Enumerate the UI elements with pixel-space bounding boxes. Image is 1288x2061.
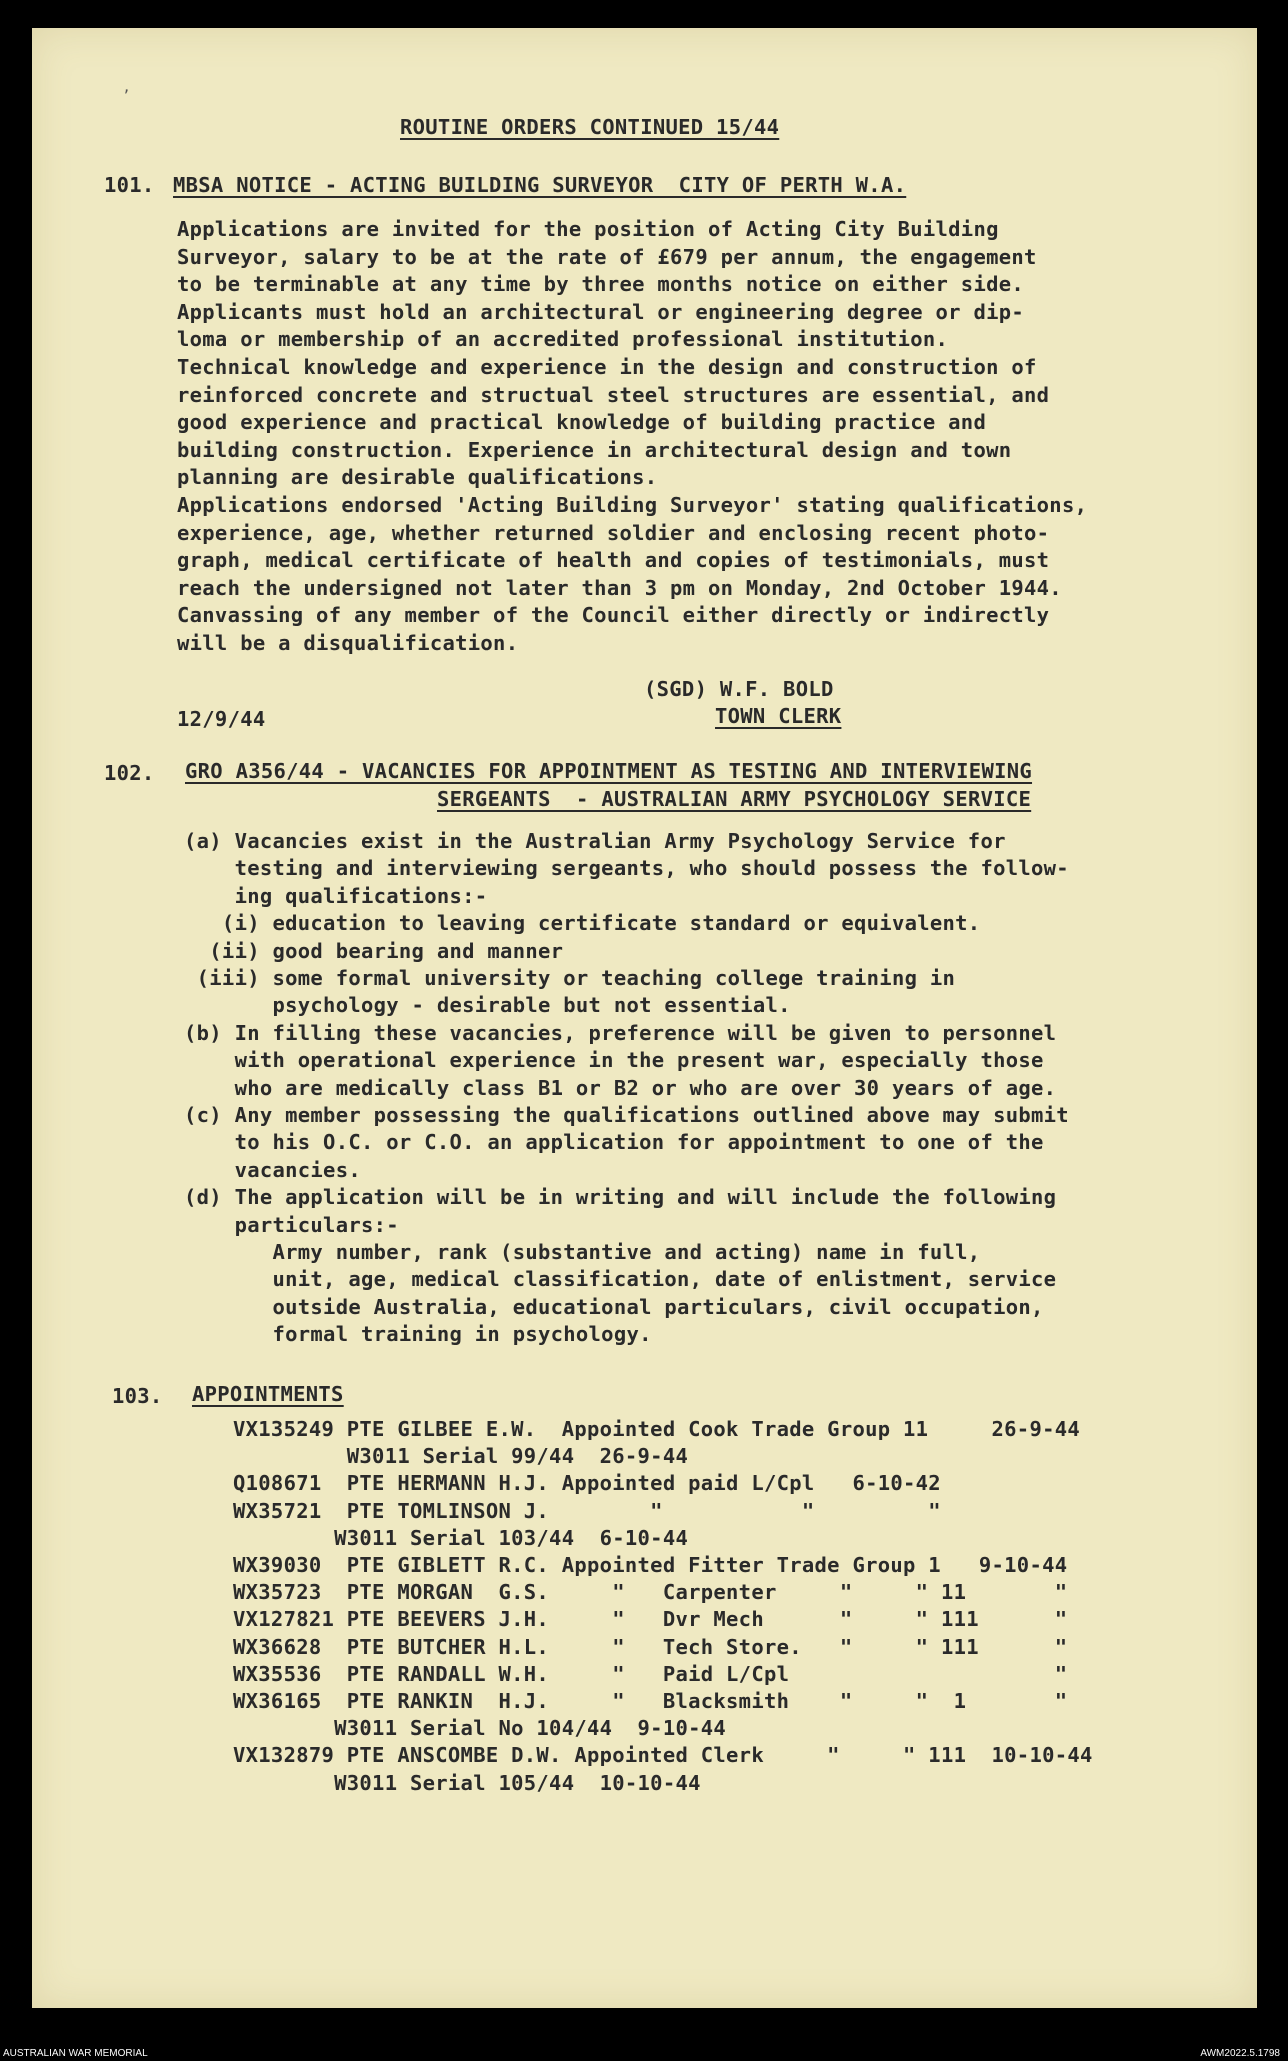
item-102-heading-line1: GRO A356/44 - VACANCIES FOR APPOINTMENT AS TESTING AND INTERVIEWING — [185, 759, 1033, 783]
text-line: Applicants must hold an architectural or engineering degree or dip- — [177, 299, 1025, 324]
text-line: VX127821 PTE BEEVERS J.H. " Dvr Mech " " 111 " — [233, 1607, 1068, 1632]
text-line: experience, age, whether returned soldier and enclosing recent photo- — [177, 520, 1050, 545]
text-line: psychology - desirable but not essential. — [184, 993, 791, 1018]
paper-mark: ʼ — [122, 88, 131, 104]
text-line: vacancies. — [184, 1157, 361, 1182]
footer-source: AUSTRALIAN WAR MEMORIAL — [3, 2048, 148, 2059]
text-line: WX35723 PTE MORGAN G.S. " Carpenter " " 11 " — [233, 1580, 1068, 1605]
item-101-signer-title: TOWN CLERK — [715, 704, 842, 728]
text-line: building construction. Experience in architectural design and town — [177, 437, 1012, 462]
text-line: particulars:- — [184, 1212, 399, 1237]
text-line: graph, medical certificate of health and copies of testimonials, must — [177, 548, 1050, 573]
text-line: W3011 Serial 105/44 10-10-44 — [233, 1770, 701, 1795]
text-line: who are medically class B1 or B2 or who are over 30 years of age. — [184, 1075, 1057, 1100]
item-102-heading-line2: SERGEANTS - AUSTRALIAN ARMY PSYCHOLOGY SERVICE — [437, 787, 1032, 811]
item-101-date: 12/9/44 — [177, 707, 266, 731]
document-page — [32, 28, 1257, 2008]
text-line: W3011 Serial 99/44 26-9-44 — [233, 1444, 689, 1469]
text-line: reinforced concrete and structual steel structures are essential, and — [177, 382, 1050, 407]
text-line: (a) Vacancies exist in the Australian Army Psychology Service for — [184, 829, 1006, 853]
text-line: (b) In filling these vacancies, preference will be given to personnel — [184, 1020, 1057, 1045]
text-line: ing qualifications:- — [184, 883, 488, 908]
text-line: WX36165 PTE RANKIN H.J. " Blacksmith " " 1 " — [233, 1689, 1068, 1713]
text-line: will be a disqualification. — [177, 631, 519, 655]
item-101-signature: (SGD) W.F. BOLD — [644, 677, 834, 701]
text-line: Technical knowledge and experience in the design and construction of — [177, 355, 1037, 379]
item-101-heading: MBSA NOTICE - ACTING BUILDING SURVEYOR CITY OF PERTH W.A. — [173, 173, 907, 197]
text-line: to be terminable at any time by three months notice on either side. — [177, 272, 1025, 297]
text-line: formal training in psychology. — [184, 1322, 652, 1347]
text-line: WX36628 PTE BUTCHER H.L. " Tech Store. " " 111 " — [233, 1634, 1068, 1659]
text-line: unit, age, medical classification, date of enlistment, service — [184, 1267, 1057, 1292]
text-line: (c) Any member possessing the qualifications outlined above may submit — [184, 1103, 1069, 1127]
text-line: Army number, rank (substantive and acting) name in full, — [184, 1240, 981, 1264]
text-line: WX39030 PTE GIBLETT R.C. Appointed Fitter Trade Group 1 9-10-44 — [233, 1553, 1068, 1577]
text-line: outside Australia, educational particulars, civil occupation, — [184, 1294, 1044, 1319]
text-line: testing and interviewing sergeants, who should possess the follow- — [184, 856, 1069, 881]
text-line: VX132879 PTE ANSCOMBE D.W. Appointed Clerk " " 111 10-10-44 — [233, 1743, 1093, 1768]
text-line: (iii) some formal university or teaching college training in — [184, 966, 956, 990]
item-102-number: 102. — [104, 761, 155, 785]
text-line: W3011 Serial 103/44 6-10-44 — [233, 1525, 689, 1550]
footer-accession: AWM2022.5.1798 — [1200, 2048, 1280, 2059]
item-101-number: 101. — [104, 173, 155, 197]
text-line: (ii) good bearing and manner — [184, 938, 564, 963]
text-line: to his O.C. or C.O. an application for appointment to one of the — [184, 1130, 1044, 1155]
item-103-heading: APPOINTMENTS — [192, 1382, 344, 1406]
text-line: good experience and practical knowledge of building practice and — [177, 410, 987, 435]
text-line: planning are desirable qualifications. — [177, 465, 658, 490]
text-line: with operational experience in the present war, especially those — [184, 1048, 1044, 1073]
text-line: (d) The application will be in writing and will include the following — [184, 1185, 1057, 1210]
text-line: Surveyor, salary to be at the rate of £679 per annum, the engagement — [177, 244, 1037, 269]
item-103-number: 103. — [112, 1384, 163, 1408]
text-line: loma or membership of an accredited professional institution. — [177, 327, 949, 352]
text-line: WX35536 PTE RANDALL W.H. " Paid L/Cpl " — [233, 1661, 1068, 1686]
text-line: Canvassing of any member of the Council either directly or indirectly — [177, 603, 1050, 628]
text-line: VX135249 PTE GILBEE E.W. Appointed Cook Trade Group 11 26-9-44 — [233, 1417, 1081, 1441]
text-line: W3011 Serial No 104/44 9-10-44 — [233, 1716, 727, 1741]
text-line: Q108671 PTE HERMANN H.J. Appointed paid L/Cpl 6-10-42 — [233, 1471, 941, 1496]
text-line: reach the undersigned not later than 3 pm on Monday, 2nd October 1944. — [177, 575, 1062, 600]
text-line: WX35721 PTE TOMLINSON J. " " " — [233, 1498, 941, 1523]
text-line: (i) education to leaving certificate standard or equivalent. — [184, 911, 981, 936]
text-line: Applications endorsed 'Acting Building Surveyor' stating qualifications, — [177, 493, 1088, 517]
page-title: ROUTINE ORDERS CONTINUED 15/44 — [400, 115, 780, 139]
text-line: Applications are invited for the position of Acting City Building — [177, 217, 999, 241]
footer-bar — [0, 2048, 1288, 2061]
